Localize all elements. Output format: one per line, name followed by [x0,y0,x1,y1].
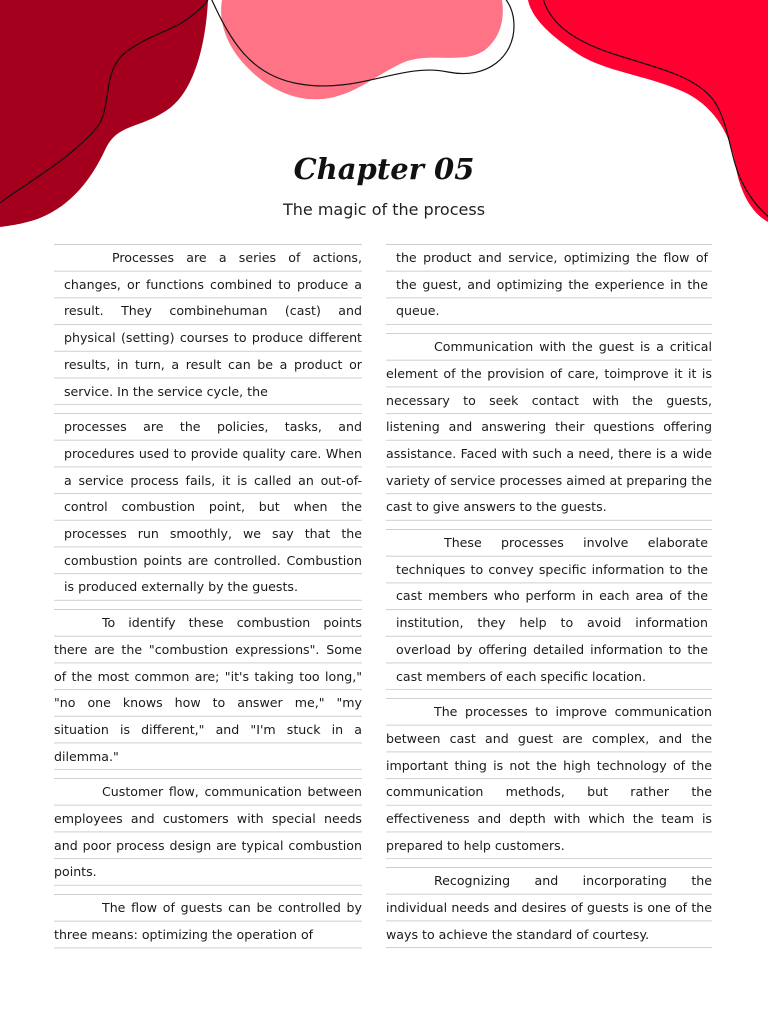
paragraph: Processes are a series of actions, changes, or functions combined to produce a result. They combinehuman (cast) and physical (setting) courses to produce different results, in turn, a result can be a product or service. In the service cycle, the [54,244,362,405]
paragraph: To identify these combustion points there are the "combustion expressions". Some of the most common are; "it's taking too long," "no one knows how to answer me," "my situation is different," and "I'm stuck in a dilemma." [54,609,362,770]
paragraph: processes are the policies, tasks, and procedures used to provide quality care. When a service process fails, it is called an out-of-control combustion point, but when the processes run smoothly, we say that the combustion points are controlled. Combustion is produced externally by the guests. [54,413,362,601]
paragraph: Recognizing and incorporating the individual needs and desires of guests is one of the ways to achieve the standard of courtesy. [386,867,712,948]
paragraph: Communication with the guest is a critical element of the provision of care, toimprove it it is necessary to seek contact with the guests, listening and answering their questions offering assistance. Faced with such a need, there is a wide variety of service processes aimed at preparing the cast to give answers to the guests. [386,333,712,521]
paragraph: The processes to improve communication between cast and guest are complex, and the important thing is not the high technology of the communication methods, but rather the effectiveness and depth with which the team is prepared to help customers. [386,698,712,859]
page-subtitle: The magic of the process [282,200,486,219]
page-title: Chapter 05 [293,152,475,186]
decorative-header-shapes [0,0,768,260]
right-text-column [386,244,712,949]
paragraph: the product and service, optimizing the flow of the guest, and optimizing the experience in the queue. [386,244,712,325]
paragraph: The flow of guests can be controlled by three means: optimizing the operation of [54,894,362,948]
pink-blob [221,0,503,99]
left-text-column [54,244,362,949]
paragraph: These processes involve elaborate techniques to convey specific information to the cast members who perform in each area of the institution, they help to avoid information overload by offering detailed information to the cast members of each specific location. [386,529,712,690]
red-blob [528,0,768,222]
paragraph: Customer flow, communication between employees and customers with special needs and poor process design are typical combustion points. [54,778,362,886]
